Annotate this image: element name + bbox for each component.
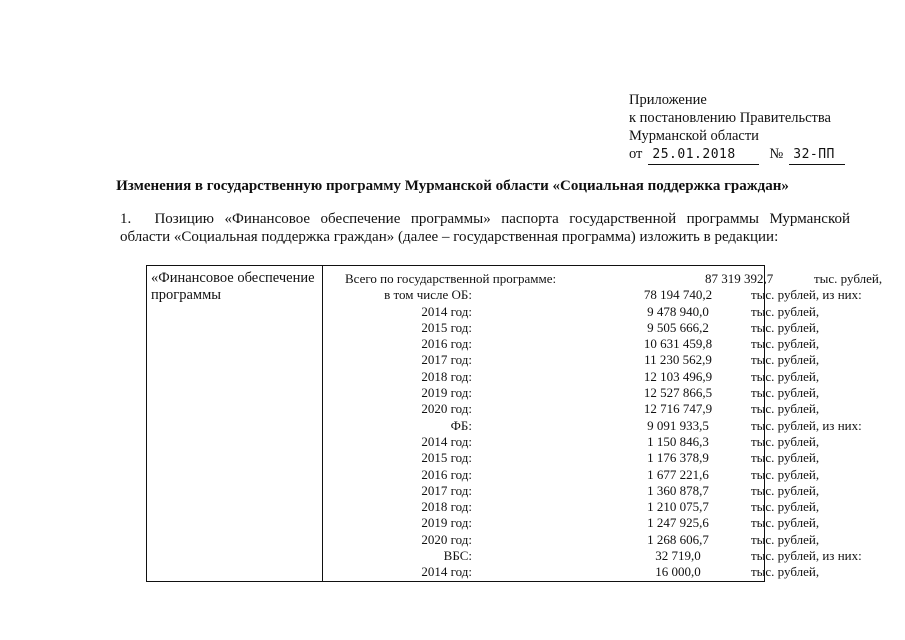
row-unit: тыс. рублей, — [814, 271, 883, 286]
row-value: 9 091 933,5 — [647, 417, 709, 433]
table-row — [323, 352, 820, 368]
row-value: 1 268 606,7 — [647, 531, 709, 547]
row-label: 2017 год: — [421, 482, 472, 498]
table-row — [323, 564, 820, 580]
row-value: 87 319 392,7 — [705, 271, 774, 286]
table-row — [323, 271, 883, 287]
row-unit: тыс. рублей, — [751, 433, 820, 449]
table-row — [323, 319, 820, 336]
row-value: 12 716 747,9 — [643, 401, 713, 417]
row-label: ФБ: — [450, 417, 472, 433]
row-label: в том числе ОБ: — [384, 287, 472, 303]
row-value: 16 000,0 — [655, 564, 701, 580]
row-unit: тыс. рублей, — [751, 531, 820, 547]
row-value: 11 230 562,9 — [644, 352, 712, 368]
row-value: 1 360 878,7 — [647, 482, 709, 498]
appendix-line-3: Мурманской области — [629, 128, 759, 144]
row-value: 12 527 866,5 — [643, 385, 713, 401]
row-unit: тыс. рублей, из них: — [751, 417, 862, 433]
financing-table — [146, 265, 883, 582]
row-unit: тыс. рублей, — [751, 482, 820, 498]
row-unit: тыс. рублей, — [751, 466, 820, 482]
number-sign: № — [769, 146, 784, 162]
row-unit: тыс. рублей, — [751, 303, 820, 319]
table-left-label: «Финансовое обеспечение программы — [151, 270, 315, 303]
table-row — [323, 401, 820, 417]
row-label: 2016 год: — [421, 466, 472, 482]
row-label: 2018 год: — [421, 368, 472, 384]
row-label: Всего по государственной программе: — [345, 271, 557, 286]
row-unit: тыс. рублей, — [751, 564, 820, 580]
row-unit: тыс. рублей, — [751, 368, 820, 384]
appendix-date-line — [629, 145, 845, 165]
row-label: 2016 год: — [421, 336, 472, 352]
row-unit: тыс. рублей, — [751, 319, 820, 335]
row-unit: тыс. рублей, — [751, 450, 820, 466]
appendix-line-2: к постановлению Правительства — [629, 110, 831, 126]
table-row — [323, 433, 820, 450]
row-label: 2018 год: — [421, 499, 472, 515]
row-value: 32 719,0 — [655, 548, 701, 564]
row-value: 12 103 496,9 — [643, 368, 713, 384]
document-title: Изменения в государственную программу Мурманской области «Социальная поддержка граждан» — [116, 178, 789, 194]
row-label: 2014 год: — [421, 303, 472, 319]
row-label: 2014 год: — [421, 564, 472, 580]
row-label: ВБС: — [443, 548, 472, 564]
row-unit: тыс. рублей, — [751, 515, 820, 531]
row-value: 9 505 666,2 — [647, 319, 709, 335]
table-row — [323, 336, 820, 352]
table-row — [323, 368, 820, 385]
resolution-date: 25.01.2018 — [648, 146, 759, 165]
appendix-line-1: Приложение — [629, 92, 707, 108]
row-unit: тыс. рублей, из них: — [751, 287, 862, 303]
row-value: 1 176 378,9 — [647, 450, 709, 466]
row-unit: тыс. рублей, — [751, 499, 820, 515]
row-label: 2019 год: — [421, 515, 472, 531]
row-unit: тыс. рублей, из них: — [751, 548, 862, 564]
financing-rows — [323, 271, 883, 581]
table-row — [323, 482, 820, 499]
row-label: 2017 год: — [421, 352, 472, 368]
table-row — [323, 450, 820, 466]
row-label: 2019 год: — [421, 385, 472, 401]
row-label: 2015 год: — [421, 450, 472, 466]
row-value: 1 150 846,3 — [647, 433, 709, 449]
paragraph-text-1: Позицию «Финансовое обеспечение программы» паспорта государственной программы Мурманской — [154, 211, 850, 227]
appendix-block — [629, 91, 845, 165]
table-row — [323, 466, 820, 483]
date-prefix: от — [629, 146, 643, 162]
row-value: 9 478 940,0 — [647, 303, 709, 319]
table-row — [323, 417, 862, 434]
table-row — [323, 385, 820, 401]
row-label: 2020 год: — [421, 531, 472, 547]
table-row — [323, 499, 820, 515]
row-value: 1 247 925,6 — [647, 515, 709, 531]
resolution-number: 32-ПП — [789, 146, 845, 165]
table-row — [323, 287, 862, 303]
row-unit: тыс. рублей, — [751, 352, 820, 368]
row-unit: тыс. рублей, — [751, 401, 820, 417]
row-value: 1 210 075,7 — [647, 499, 709, 515]
table-row — [323, 515, 820, 531]
table-row — [323, 548, 862, 564]
paragraph-line-2: области «Социальная поддержка граждан» (далее – государственная программа) изложить в редакции: — [120, 229, 779, 245]
row-value: 1 677 221,6 — [647, 466, 709, 482]
row-value: 78 194 740,2 — [643, 287, 713, 303]
row-label: 2020 год: — [421, 401, 472, 417]
paragraph-number: 1. — [120, 211, 132, 227]
row-label: 2014 год: — [421, 433, 472, 449]
paragraph-line-1 — [120, 210, 850, 228]
table-row — [323, 531, 820, 548]
row-unit: тыс. рублей, — [751, 385, 820, 401]
row-unit: тыс. рублей, — [751, 336, 820, 352]
row-value: 10 631 459,8 — [643, 336, 713, 352]
table-row — [323, 303, 820, 320]
row-label: 2015 год: — [421, 319, 472, 335]
